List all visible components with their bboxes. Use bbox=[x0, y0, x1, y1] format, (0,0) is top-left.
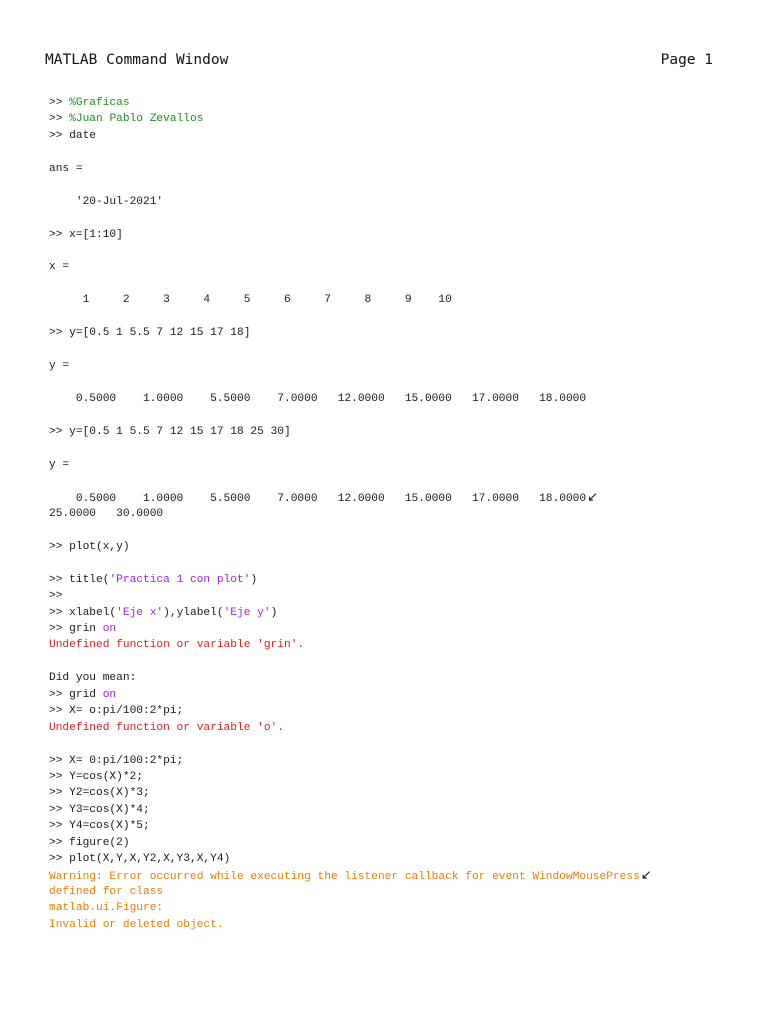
console-text-normal: >> Y2=cos(X)*3; bbox=[49, 787, 150, 800]
console-text-normal: >> y=[0.5 1 5.5 7 12 15 17 18 25 30] bbox=[49, 425, 291, 438]
console-text-normal: >> plot(X,Y,X,Y2,X,Y3,X,Y4) bbox=[49, 853, 231, 866]
line-wrap-arrow-icon: ↙ bbox=[587, 489, 598, 505]
console-line bbox=[49, 539, 729, 555]
console-text-warning: matlab.ui.Figure: bbox=[49, 902, 164, 915]
console-line bbox=[49, 391, 729, 407]
console-line bbox=[49, 424, 729, 440]
console-line bbox=[49, 490, 729, 506]
console-line bbox=[49, 325, 729, 341]
console-line bbox=[49, 210, 729, 226]
console-text-normal: >> Y3=cos(X)*4; bbox=[49, 803, 150, 816]
console-line bbox=[49, 555, 729, 571]
console-line bbox=[49, 194, 729, 210]
console-line bbox=[49, 588, 729, 604]
console-text-normal: >> title( bbox=[49, 573, 110, 586]
console-text-normal: >> xlabel( bbox=[49, 606, 117, 619]
console-text-normal: >> plot(x,y) bbox=[49, 540, 130, 553]
console-text-comment: %Juan Pablo Zevallos bbox=[69, 113, 204, 126]
console-line bbox=[49, 374, 729, 390]
console-text-normal: ) bbox=[250, 573, 258, 586]
console-text-normal: 25.0000 30.0000 bbox=[49, 507, 164, 520]
console-text-comment: %Graficas bbox=[69, 97, 130, 109]
console-line bbox=[49, 621, 729, 637]
console-text-normal: '20-Jul-2021' bbox=[49, 195, 164, 208]
console-text-normal: ),ylabel( bbox=[163, 606, 224, 619]
console-text-normal: >> y=[0.5 1 5.5 7 12 15 17 18] bbox=[49, 327, 251, 340]
console-text-normal: >> bbox=[49, 590, 63, 603]
console-text-string: 'Eje x' bbox=[116, 606, 164, 619]
page-header-title: MATLAB Command Window bbox=[45, 52, 229, 68]
console-line bbox=[49, 177, 729, 193]
console-text-normal: y = bbox=[49, 360, 70, 372]
console-line bbox=[49, 128, 729, 144]
console-text-normal: >> x=[1:10] bbox=[49, 228, 123, 241]
console-line bbox=[49, 227, 729, 243]
console-line bbox=[49, 292, 729, 308]
console-line bbox=[49, 736, 729, 752]
console-text-error: Undefined function or variable 'o'. bbox=[49, 721, 284, 734]
console-line bbox=[49, 703, 729, 719]
console-text-warning: Invalid or deleted object. bbox=[49, 918, 224, 931]
console-line bbox=[49, 259, 729, 275]
console-text-error: Undefined function or variable 'grin'. bbox=[49, 639, 305, 652]
console-text-string: on bbox=[102, 623, 117, 635]
console-line bbox=[49, 654, 729, 670]
console-text-warning: Warning: Error occurred while executing the listener callback for event WindowMousePress bbox=[49, 870, 640, 883]
console-line bbox=[49, 637, 729, 653]
console-line bbox=[49, 868, 729, 884]
console-line bbox=[49, 522, 729, 538]
console-text-normal: >> bbox=[49, 97, 70, 109]
console-line bbox=[49, 835, 729, 851]
console-line bbox=[49, 243, 729, 259]
console-line bbox=[49, 457, 729, 473]
console-line bbox=[49, 785, 729, 801]
console-line bbox=[49, 572, 729, 588]
console-text-normal: 0.5000 1.0000 5.5000 7.0000 12.0000 15.0000 17.0000 18.0000 bbox=[49, 492, 587, 505]
line-wrap-arrow-icon: ↙ bbox=[640, 867, 652, 883]
console-line bbox=[49, 900, 729, 916]
console-text-normal: >> X= o:pi/100:2*pi; bbox=[49, 705, 184, 718]
console-text-normal: >> Y4=cos(X)*5; bbox=[49, 820, 150, 833]
console-text-normal: >> X= 0:pi/100:2*pi; bbox=[49, 754, 184, 767]
console-line bbox=[49, 802, 729, 818]
console-line bbox=[49, 917, 729, 933]
console-line bbox=[49, 111, 729, 127]
console-text-normal: x = bbox=[49, 261, 70, 274]
console-line bbox=[49, 506, 729, 522]
console-text-normal: >> figure(2) bbox=[49, 836, 130, 849]
console-line bbox=[49, 884, 729, 900]
console-line bbox=[49, 440, 729, 456]
console-text-string: on bbox=[102, 688, 117, 701]
console-text-normal: 0.5000 1.0000 5.5000 7.0000 12.0000 15.0000 17.0000 18.0000 bbox=[49, 392, 587, 405]
console-text-normal: ) bbox=[270, 606, 278, 619]
console-text-normal: >> bbox=[49, 113, 70, 126]
console-text-normal: >> grid bbox=[49, 688, 103, 701]
console-text-normal: Did you mean: bbox=[49, 672, 137, 685]
console-line bbox=[49, 407, 729, 423]
console-line bbox=[49, 95, 729, 111]
console-text-string: 'Eje y' bbox=[223, 606, 271, 619]
console-line bbox=[49, 161, 729, 177]
console-line bbox=[49, 473, 729, 489]
console-line bbox=[49, 276, 729, 292]
console-text-normal: 1 2 3 4 5 6 7 8 9 10 bbox=[49, 294, 452, 307]
console-line bbox=[49, 309, 729, 325]
console-text-normal: y = bbox=[49, 458, 70, 471]
console-line bbox=[49, 818, 729, 834]
console-text-normal: >> grin bbox=[49, 623, 103, 635]
console-line bbox=[49, 358, 729, 374]
page-number: Page 1 bbox=[660, 52, 713, 68]
console-line bbox=[49, 670, 729, 686]
console-text-string: 'Practica 1 con plot' bbox=[109, 573, 251, 586]
console-line bbox=[49, 851, 729, 867]
console-line bbox=[49, 753, 729, 769]
console-text-normal: ans = bbox=[49, 162, 83, 175]
console-line bbox=[49, 720, 729, 736]
console-output bbox=[49, 95, 729, 933]
console-line bbox=[49, 144, 729, 160]
console-line bbox=[49, 605, 729, 621]
console-text-normal: >> date bbox=[49, 129, 96, 142]
console-text-warning: defined for class bbox=[49, 886, 164, 898]
console-line bbox=[49, 687, 729, 703]
console-line bbox=[49, 342, 729, 358]
console-line bbox=[49, 769, 729, 785]
console-text-normal: >> Y=cos(X)*2; bbox=[49, 770, 143, 783]
